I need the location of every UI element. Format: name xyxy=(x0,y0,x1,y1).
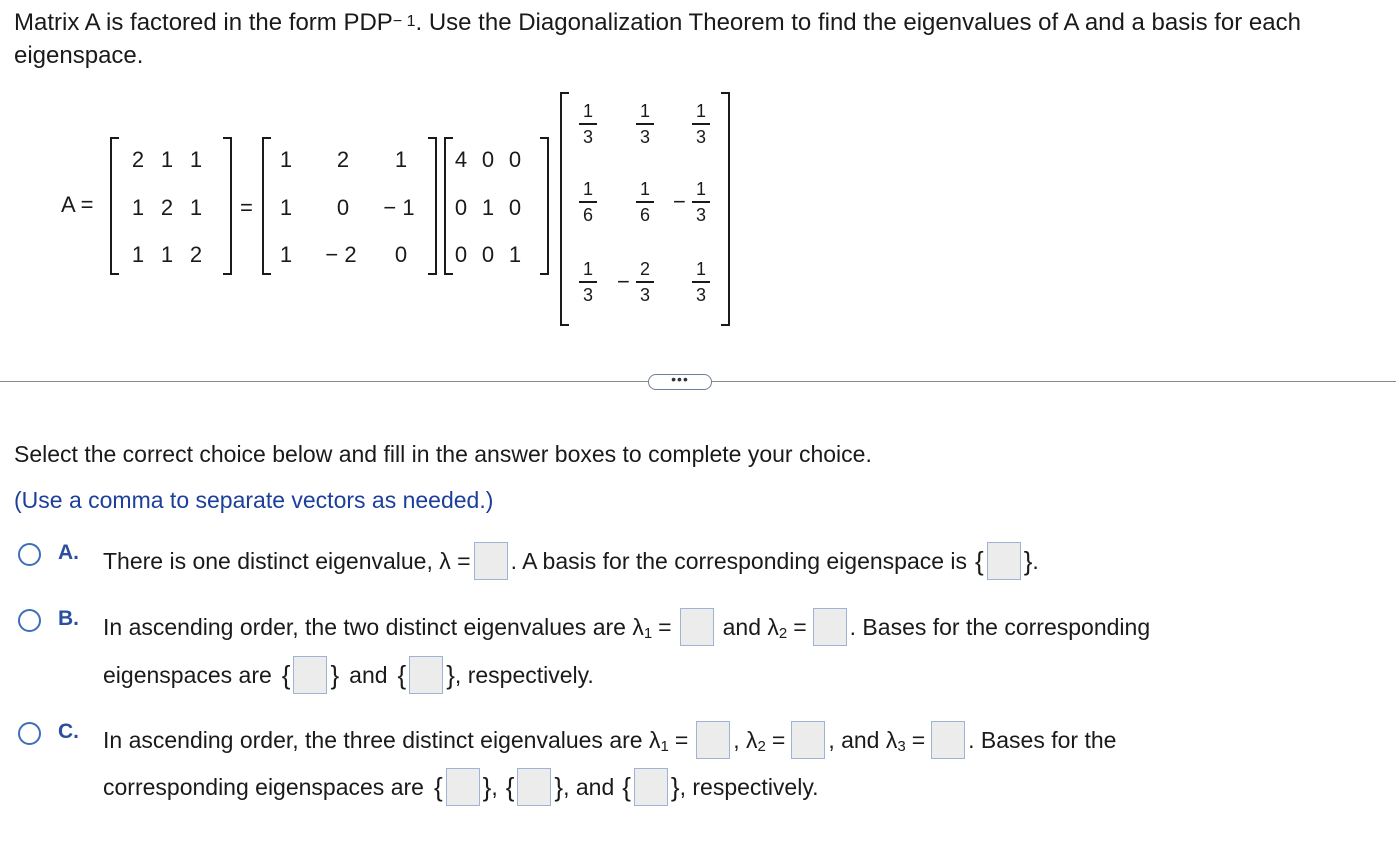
choice-a-text-2: . A basis for the corresponding eigenspace is xyxy=(510,547,968,574)
matrix-a-left-bracket xyxy=(110,137,119,275)
denominator: 3 xyxy=(639,285,650,305)
close-brace: } xyxy=(554,772,564,802)
open-brace: { xyxy=(975,546,984,576)
choice-b-lambda1-input[interactable] xyxy=(680,608,714,646)
equals-sign: = xyxy=(240,195,253,220)
choice-a-text-1: There is one distinct eigenvalue, λ = xyxy=(103,547,471,574)
matrix-p-cell: 1 xyxy=(279,242,293,267)
choice-b-text-3: and λ xyxy=(722,613,779,640)
matrix-a-cell: 1 xyxy=(189,147,203,172)
choice-c-text-9: , xyxy=(491,773,498,800)
choice-c-basis2-input[interactable] xyxy=(517,768,551,806)
matrix-p-cell: − 1 xyxy=(383,195,415,220)
choice-b-text-6: eigenspaces are xyxy=(103,661,272,688)
minus-sign: − xyxy=(617,269,630,294)
matrix-pinv-fraction xyxy=(630,101,660,147)
matrix-d-cell: 0 xyxy=(508,147,522,172)
close-brace: } xyxy=(1023,546,1033,576)
matrix-pinv-fraction xyxy=(630,179,660,225)
matrix-d-cell: 1 xyxy=(508,242,522,267)
hint-text: (Use a comma to separate vectors as needed.) xyxy=(14,487,494,513)
matrix-label: A = xyxy=(61,192,94,217)
matrix-d-cell: 0 xyxy=(454,242,468,267)
subscript: 1 xyxy=(643,624,653,642)
matrix-pinv-fraction xyxy=(686,259,716,305)
matrix-d-cell: 1 xyxy=(481,195,495,220)
close-brace: } xyxy=(482,772,492,802)
denominator: 3 xyxy=(582,285,593,305)
matrix-p-right-bracket xyxy=(428,137,437,275)
choice-c-text-11: , respectively. xyxy=(679,773,819,800)
choice-a-text xyxy=(103,540,1039,582)
choice-a-basis-input[interactable] xyxy=(987,542,1021,580)
matrix-a-cell: 1 xyxy=(131,195,145,220)
choice-c-equals-1: = xyxy=(674,726,689,753)
choice-c-equals-3: = xyxy=(911,726,926,753)
matrix-pinv-fraction xyxy=(630,259,660,305)
matrix-d-cell: 0 xyxy=(508,195,522,220)
choice-b-text-8: , respectively. xyxy=(454,661,594,688)
numerator: 1 xyxy=(639,101,650,121)
factorization-equation xyxy=(0,0,1396,340)
matrix-d-cell: 0 xyxy=(481,147,495,172)
choice-c-lambda2-input[interactable] xyxy=(791,721,825,759)
numerator: 2 xyxy=(639,259,650,279)
matrix-a-cell: 2 xyxy=(131,147,145,172)
denominator: 3 xyxy=(695,127,706,147)
matrix-pinv-fraction xyxy=(573,259,603,305)
choice-b-lambda2-input[interactable] xyxy=(813,608,847,646)
subscript: 1 xyxy=(660,737,669,755)
choice-b-equals-1: = xyxy=(658,613,672,640)
choice-c-radio[interactable] xyxy=(18,722,41,745)
close-brace: } xyxy=(330,660,340,690)
choice-b-text-5: . Bases for the corresponding xyxy=(849,613,1151,640)
choice-c-letter: C. xyxy=(58,720,79,743)
matrix-a-cell: 2 xyxy=(160,195,174,220)
choice-c-lambda1-input[interactable] xyxy=(696,721,730,759)
choice-b-line-2 xyxy=(103,654,594,696)
denominator: 6 xyxy=(639,205,650,225)
subscript: 2 xyxy=(778,624,788,642)
matrix-p-cell: − 2 xyxy=(325,242,357,267)
choice-c-text-1: In ascending order, the three distinct eigenvalues are λ xyxy=(103,726,661,753)
choice-b-basis2-input[interactable] xyxy=(409,656,443,694)
matrix-d-cell: 4 xyxy=(454,147,468,172)
question-superscript: − 1 xyxy=(392,13,416,30)
matrix-pinv-fraction xyxy=(686,179,716,225)
choice-c-line-2 xyxy=(103,766,819,808)
choice-c-basis1-input[interactable] xyxy=(446,768,480,806)
denominator: 3 xyxy=(582,127,593,147)
choice-a-letter: A. xyxy=(58,541,79,564)
matrix-a-cell: 1 xyxy=(131,242,145,267)
choice-c-text-3: , λ xyxy=(733,726,758,753)
numerator: 1 xyxy=(582,259,593,279)
choice-b-line-1 xyxy=(103,606,1150,648)
open-brace: { xyxy=(433,772,443,802)
instruction-text: Select the correct choice below and fill in the answer boxes to complete your choice. xyxy=(14,441,872,467)
open-brace: { xyxy=(397,660,407,690)
numerator: 1 xyxy=(582,179,593,199)
matrix-d-cell: 0 xyxy=(454,195,468,220)
choice-c-text-8: corresponding eigenspaces are xyxy=(103,773,424,800)
matrix-p-cell: 1 xyxy=(394,147,408,172)
choice-b-equals-2: = xyxy=(793,613,807,640)
matrix-a-right-bracket xyxy=(223,137,232,275)
choice-b-radio[interactable] xyxy=(18,609,41,632)
choice-c-text-7: . Bases for the xyxy=(968,726,1117,753)
open-brace: { xyxy=(281,660,291,690)
matrix-p-cell: 0 xyxy=(394,242,408,267)
choice-b-text-1: In ascending order, the two distinct eigenvalues are λ xyxy=(103,613,644,640)
denominator: 3 xyxy=(695,205,706,225)
matrix-a-cell: 1 xyxy=(160,242,174,267)
matrix-pinv-fraction xyxy=(573,179,603,225)
numerator: 1 xyxy=(582,101,593,121)
matrix-p-cell: 0 xyxy=(336,195,350,220)
choice-b-basis1-input[interactable] xyxy=(293,656,327,694)
close-brace: } xyxy=(446,660,455,690)
denominator: 3 xyxy=(695,285,706,305)
matrix-p-cell: 1 xyxy=(279,147,293,172)
numerator: 1 xyxy=(695,259,706,279)
matrix-p-cell: 2 xyxy=(336,147,350,172)
matrix-a-cell: 1 xyxy=(189,195,203,220)
choice-c-basis3-input[interactable] xyxy=(634,768,668,806)
minus-sign: − xyxy=(673,189,686,214)
open-brace: { xyxy=(505,772,515,802)
matrix-pinv-fraction xyxy=(573,101,603,147)
open-brace: { xyxy=(622,772,631,802)
choice-a-eigenvalue-input[interactable] xyxy=(474,542,508,580)
numerator: 1 xyxy=(695,179,706,199)
matrix-a-cell: 1 xyxy=(160,147,174,172)
choice-c-lambda3-input[interactable] xyxy=(931,721,965,759)
matrix-pinv-fraction xyxy=(686,101,716,147)
numerator: 1 xyxy=(639,179,650,199)
choice-a-text-3: . xyxy=(1032,547,1039,574)
matrix-pinv-left-bracket xyxy=(560,92,569,326)
choice-c-equals-2: = xyxy=(771,726,786,753)
choice-c-text-5: , and λ xyxy=(828,726,898,753)
subscript: 3 xyxy=(897,737,906,755)
matrix-a-cell: 2 xyxy=(189,242,203,267)
close-brace: } xyxy=(670,772,680,802)
expand-question-button[interactable]: ••• xyxy=(648,374,712,390)
matrix-d-right-bracket xyxy=(540,137,549,275)
choice-b-text-7: and xyxy=(349,661,388,688)
numerator: 1 xyxy=(695,101,706,121)
choice-c-text-10: , and xyxy=(563,773,615,800)
denominator: 6 xyxy=(582,205,593,225)
choice-b-letter: B. xyxy=(58,607,79,630)
matrix-pinv-right-bracket xyxy=(721,92,730,326)
matrix-d-cell: 0 xyxy=(481,242,495,267)
choice-a-radio[interactable] xyxy=(18,543,41,566)
choice-c-line-1 xyxy=(103,719,1116,761)
question-part2: . Use the Diagonalization Theorem to find the eigenvalues of A and a basis for each eigenspace. xyxy=(14,9,1301,69)
question-part1: Matrix A is factored in the form PDP xyxy=(14,9,393,36)
subscript: 2 xyxy=(757,737,766,755)
matrix-p-left-bracket xyxy=(262,137,271,275)
denominator: 3 xyxy=(639,127,650,147)
matrix-p-cell: 1 xyxy=(279,195,293,220)
